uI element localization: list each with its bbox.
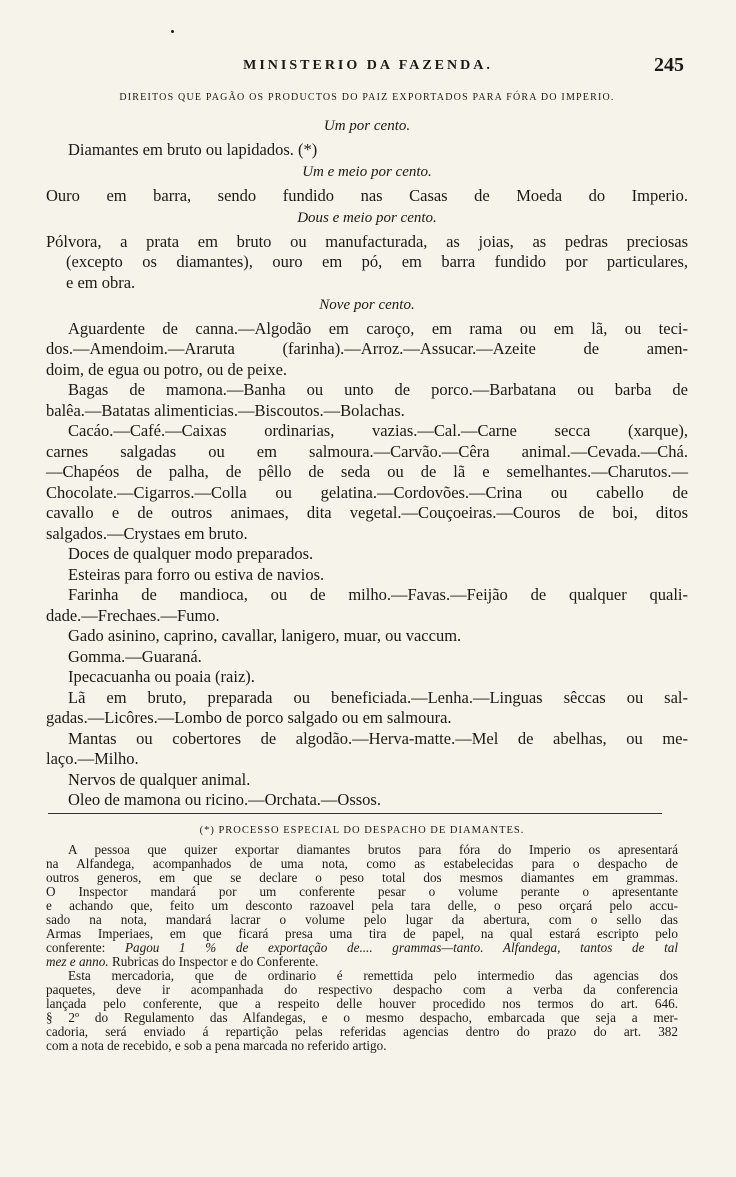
tariff-line: Diamantes em bruto ou lapidados. (*) [68, 139, 318, 159]
tariff-line: Bagas de mamona.—Banha ou unto de porco.—Barbatana ou barba de [68, 380, 688, 399]
tariff-line: Gado asinino, caprino, cavallar, lanigero, muar, ou vaccum. [68, 626, 462, 645]
tariff-line: Cacáo.—Café.—Caixas ordinarias, vazias.—Cal.—Carne secca (xarque), [68, 421, 688, 440]
footnote-line: Armas Imperiaes, em que ficará presa uma tira de papel, na qual estará escripto pelo [46, 926, 678, 941]
tariff-line: Ouro em barra, sendo fundido nas Casas de Moeda do Imperio. [46, 185, 688, 205]
tariff-line: Ipecacuanha ou poaia (raiz). [68, 667, 255, 686]
tariff-body [46, 114, 688, 811]
footnote-line: paquetes, deve ir acompanhada do respectivo despacho com a verba da conferencia [46, 982, 678, 997]
footnote-line: lançada pelo conferente, que a respeito delle houver procedido nos termos do art. 646. [46, 996, 678, 1011]
tariff-line: carnes salgadas ou em salmoura.—Carvão.—Cêra animal.—Cevada.—Chá. [46, 441, 688, 461]
tariff-line: dos.—Amendoim.—Araruta (farinha).—Arroz.—Assucar.—Azeite de amen- [46, 339, 688, 358]
footnote-mez-tail: Rubricas do Inspector e do Conferente. [108, 954, 319, 969]
tariff-line: (excepto os diamantes), ouro em pó, em barra fundido por particulares, [66, 252, 688, 271]
tariff-line: Gomma.—Guaraná. [68, 646, 202, 666]
rate-heading-nove: Nove por cento. [319, 297, 415, 313]
tariff-line: Chocolate.—Cigarros.—Colla ou gelatina.—Cordovões.—Crina ou cabello de [46, 482, 688, 502]
tariff-line: Farinha de mandioca, ou de milho.—Favas.—Feijão de qualquer quali- [68, 585, 688, 604]
footnote-line: sado na nota, mandará lacrar o volume pelo lugar da abertura, com o sello das [46, 912, 678, 927]
tariff-line: dade.—Frechaes.—Fumo. [46, 605, 220, 625]
page-number: 245 [654, 54, 684, 76]
tariff-line: e em obra. [66, 272, 136, 292]
footnote-conferente-formula: Pagou 1 % de exportação de.... grammas—tanto. Alfandega, tantos de tal [124, 940, 679, 955]
footnote [46, 824, 678, 1053]
tariff-line: Pólvora, a prata em bruto ou manufacturada, as joias, as pedras preciosas [46, 231, 688, 251]
tariff-line: doim, de egua ou potro, ou de peixe. [46, 359, 288, 379]
rate-heading-um: Um por cento. [323, 118, 411, 134]
tariff-line: —Chapéos de palha, de pêllo de seda ou de lã e semelhantes.—Charutos.— [46, 462, 688, 481]
footnote-line-conferente [46, 941, 678, 955]
tariff-line: Oleo de mamona ou ricino.—Orchata.—Ossos. [68, 790, 381, 809]
footnote-line-mez [46, 955, 678, 969]
section-subheading: DIREITOS QUE PAGÃO OS PRODUCTOS DO PAIZ EXPORTADOS PARA FÓRA DO IMPERIO. [119, 92, 615, 103]
footnote-line: e achando que, feito um desconto razoavel pela tara delle, o peso orçará pelo accu- [46, 898, 678, 913]
tariff-line: Esteiras para forro ou estiva de navios. [68, 564, 325, 584]
tariff-line: Mantas ou cobertores de algodão.—Herva-matte.—Mel de abelhas, ou me- [68, 728, 688, 748]
tariff-line: Nervos de qualquer animal. [68, 769, 251, 789]
footnote-line: § 2º do Regulamento das Alfandegas, e o mesmo despacho, embarcada que seja a mer- [46, 1010, 678, 1025]
tariff-line: balêa.—Batatas alimenticias.—Biscoutos.—Bolachas. [46, 400, 405, 420]
footnote-mez-formula: mez e anno. [46, 954, 109, 969]
tariff-line: Lã em bruto, preparada ou beneficiada.—Lenha.—Linguas sêccas ou sal- [68, 687, 688, 707]
footnote-line: na Alfandega, acompanhados de uma nota, como as estabelecidas para o despacho de [46, 856, 678, 871]
tariff-line: gadas.—Licôres.—Lombo de porco salgado ou em salmoura. [46, 708, 452, 727]
tariff-line: salgados.—Crystaes em bruto. [46, 523, 248, 543]
footnote-conferente-lead: conferente: [46, 940, 125, 955]
footnote-line: Esta mercadoria, que de ordinario é remettida pelo intermedio das agencias dos [68, 968, 678, 983]
footnote-title: (*) PROCESSO ESPECIAL DO DESPACHO DE DIAMANTES. [199, 825, 525, 836]
ink-speck [171, 30, 174, 33]
rate-heading-um-meio: Um e meio por cento. [302, 164, 432, 180]
footnote-divider [48, 813, 662, 814]
tariff-line: cavallo e de outros animaes, dita vegetal.—Couçoeiras.—Couros de boi, ditos [46, 503, 688, 522]
tariff-line: laço.—Milho. [46, 749, 139, 768]
tariff-line: Doces de qualquer modo preparados. [68, 544, 314, 563]
footnote-line: com a nota de recebido, e sob a pena marcada no referido artigo. [46, 1038, 387, 1053]
tariff-line: Aguardente de canna.—Algodão em caroço, em rama ou em lã, ou teci- [68, 318, 688, 338]
rate-heading-dous-meio: Dous e meio por cento. [297, 210, 437, 226]
footnote-line: O Inspector mandará por um conferente pesar o volume perante o apresentante [46, 884, 678, 899]
footnote-line: cadoria, será enviado á repartição pelas referidas agencias dentro do prazo do art. 382 [46, 1024, 678, 1039]
footnote-line: outros generos, em que se declare o peso total dos mesmos diamantes em grammas. [46, 870, 678, 885]
footnote-line: A pessoa que quizer exportar diamantes brutos para fóra do Imperio os apresentará [68, 842, 678, 857]
running-title: MINISTERIO DA FAZENDA. [243, 58, 493, 73]
